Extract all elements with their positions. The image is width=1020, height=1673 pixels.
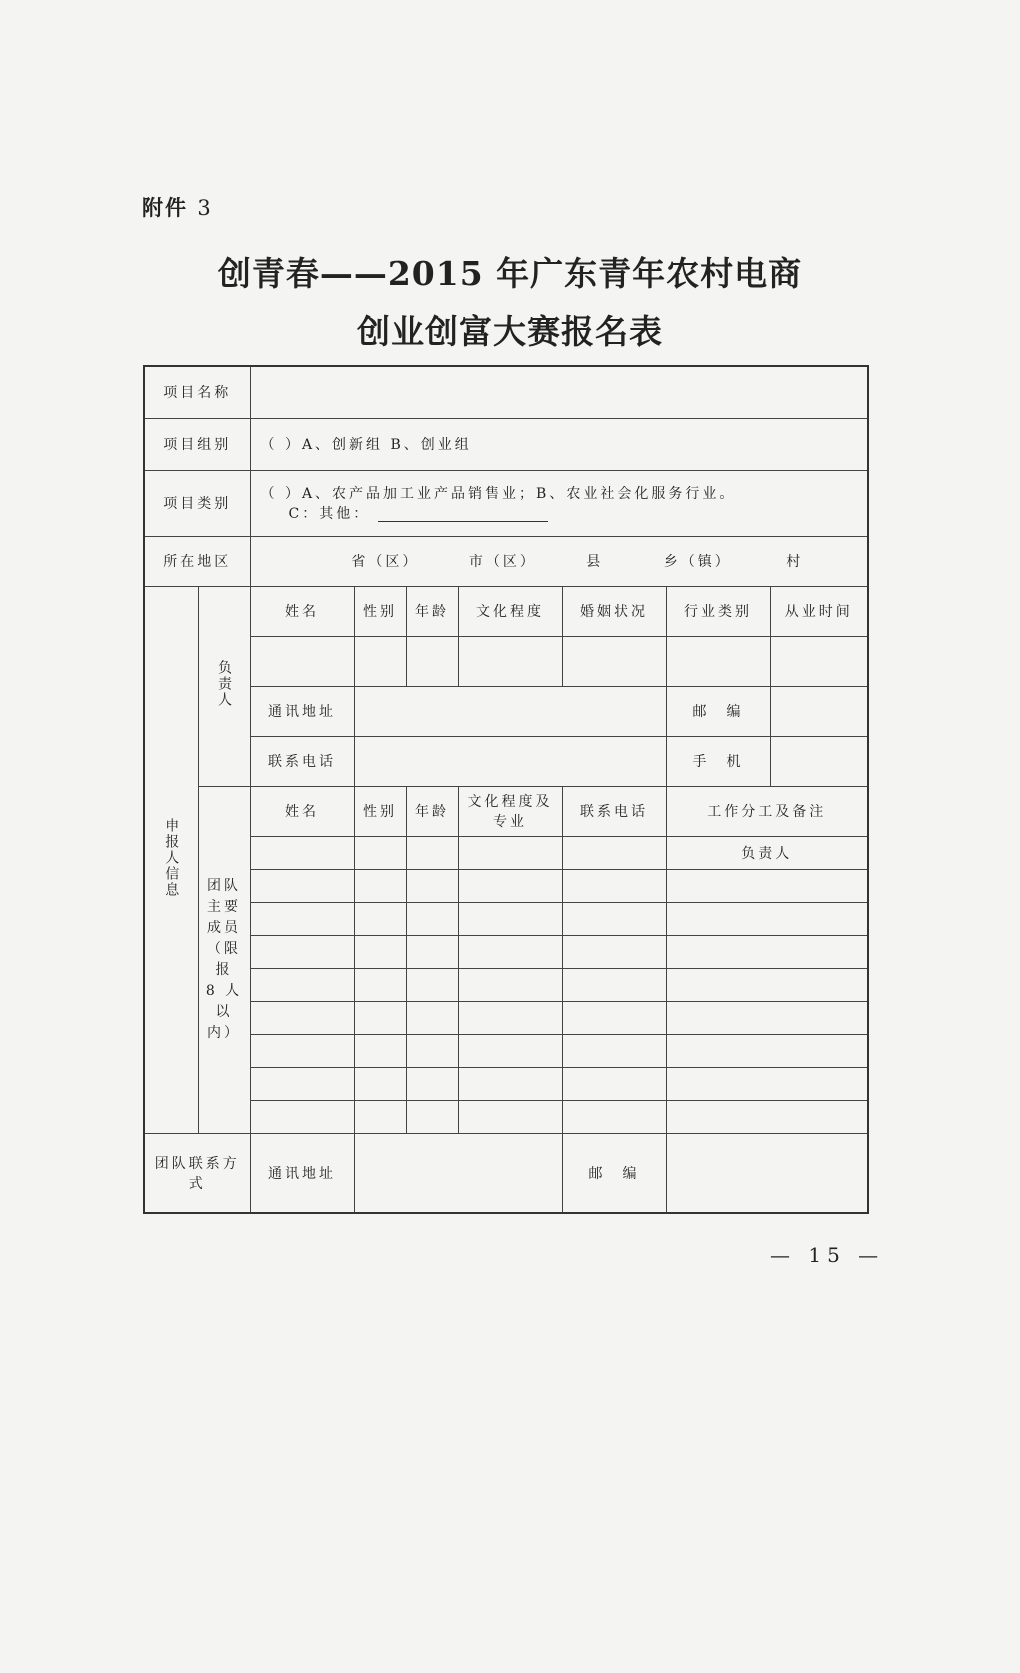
team-header-gender: 性别 [354, 786, 406, 836]
attachment-text: 附件 [142, 195, 188, 220]
team-row-gender[interactable] [354, 836, 406, 869]
team-contact-label: 团队联系方式 [144, 1133, 250, 1213]
table-row [144, 968, 868, 1001]
leader-phone-field[interactable] [354, 736, 666, 786]
leader-address-label: 通讯地址 [250, 686, 354, 736]
leader-age-field[interactable] [406, 636, 458, 686]
region-city: 市（区） [468, 554, 537, 570]
table-row [144, 869, 868, 902]
leader-address-field[interactable] [354, 686, 666, 736]
attachment-label [142, 192, 213, 222]
team-contact-postcode-field[interactable] [666, 1133, 868, 1213]
leader-postcode-field[interactable] [770, 686, 868, 736]
team-contact-address-label: 通讯地址 [250, 1133, 354, 1213]
table-row [144, 1067, 868, 1100]
leader-header-gender: 性别 [354, 586, 406, 636]
table-row [144, 1100, 868, 1133]
project-name-field[interactable] [250, 366, 868, 418]
team-row-phone[interactable] [562, 836, 666, 869]
registration-form-table [143, 365, 869, 1214]
region-village: 村 [786, 554, 804, 570]
team-header-age: 年龄 [406, 786, 458, 836]
team-header-name: 姓名 [250, 786, 354, 836]
leader-years-field[interactable] [770, 636, 868, 686]
leader-header-industry: 行业类别 [666, 586, 770, 636]
leader-header-name: 姓名 [250, 586, 354, 636]
table-row [144, 902, 868, 935]
team-header-phone: 联系电话 [562, 786, 666, 836]
region-county: 县 [586, 554, 604, 570]
leader-phone-label: 联系电话 [250, 736, 354, 786]
table-row [144, 1001, 868, 1034]
leader-mobile-label: 手 机 [666, 736, 770, 786]
region-province: 省（区） [351, 554, 420, 570]
leader-header-years: 从业时间 [770, 586, 868, 636]
project-name-label: 项目名称 [144, 366, 250, 418]
team-header-education: 文化程度及专业 [458, 786, 562, 836]
team-row-education[interactable] [458, 836, 562, 869]
leader-label: 负责人 [198, 586, 250, 786]
project-category-label: 项目类别 [144, 470, 250, 536]
team-header-role: 工作分工及备注 [666, 786, 868, 836]
leader-header-education: 文化程度 [458, 586, 562, 636]
region-town: 乡（镇） [663, 554, 732, 570]
table-row [144, 935, 868, 968]
project-category-other-field[interactable] [378, 507, 548, 522]
table-row [144, 1034, 868, 1067]
page-number: — 15 — [770, 1243, 885, 1267]
leader-marital-field[interactable] [562, 636, 666, 686]
project-category-line1: （ ）A、农产品加工业产品销售业；B、农业社会化服务行业。 [260, 486, 737, 502]
leader-education-field[interactable] [458, 636, 562, 686]
team-members-label: 团队 主要 成员 （限报 8 人 以内） [198, 786, 250, 1133]
form-title-line1: 创青春——2015 年广东青年农村电商 [217, 254, 803, 293]
team-contact-postcode-label: 邮 编 [562, 1133, 666, 1213]
region-field[interactable] [250, 536, 868, 586]
team-contact-address-field[interactable] [354, 1133, 562, 1213]
team-row-role[interactable]: 负责人 [666, 836, 868, 869]
region-label: 所在地区 [144, 536, 250, 586]
team-row-age[interactable] [406, 836, 458, 869]
project-category-options[interactable] [250, 470, 868, 536]
attachment-number: 3 [197, 196, 213, 220]
form-title-line2: 创业创富大赛报名表 [357, 312, 663, 351]
applicant-info-label: 申报人信息 [144, 586, 198, 1133]
leader-name-field[interactable] [250, 636, 354, 686]
team-row-name[interactable] [250, 836, 354, 869]
project-group-label: 项目组别 [144, 418, 250, 470]
leader-gender-field[interactable] [354, 636, 406, 686]
project-category-other-label: C：其他： [288, 506, 371, 522]
leader-mobile-field[interactable] [770, 736, 868, 786]
leader-postcode-label: 邮 编 [666, 686, 770, 736]
leader-header-marital: 婚姻状况 [562, 586, 666, 636]
leader-industry-field[interactable] [666, 636, 770, 686]
project-group-options[interactable]: （ ）A、创新组 B、创业组 [250, 418, 868, 470]
leader-header-age: 年龄 [406, 586, 458, 636]
